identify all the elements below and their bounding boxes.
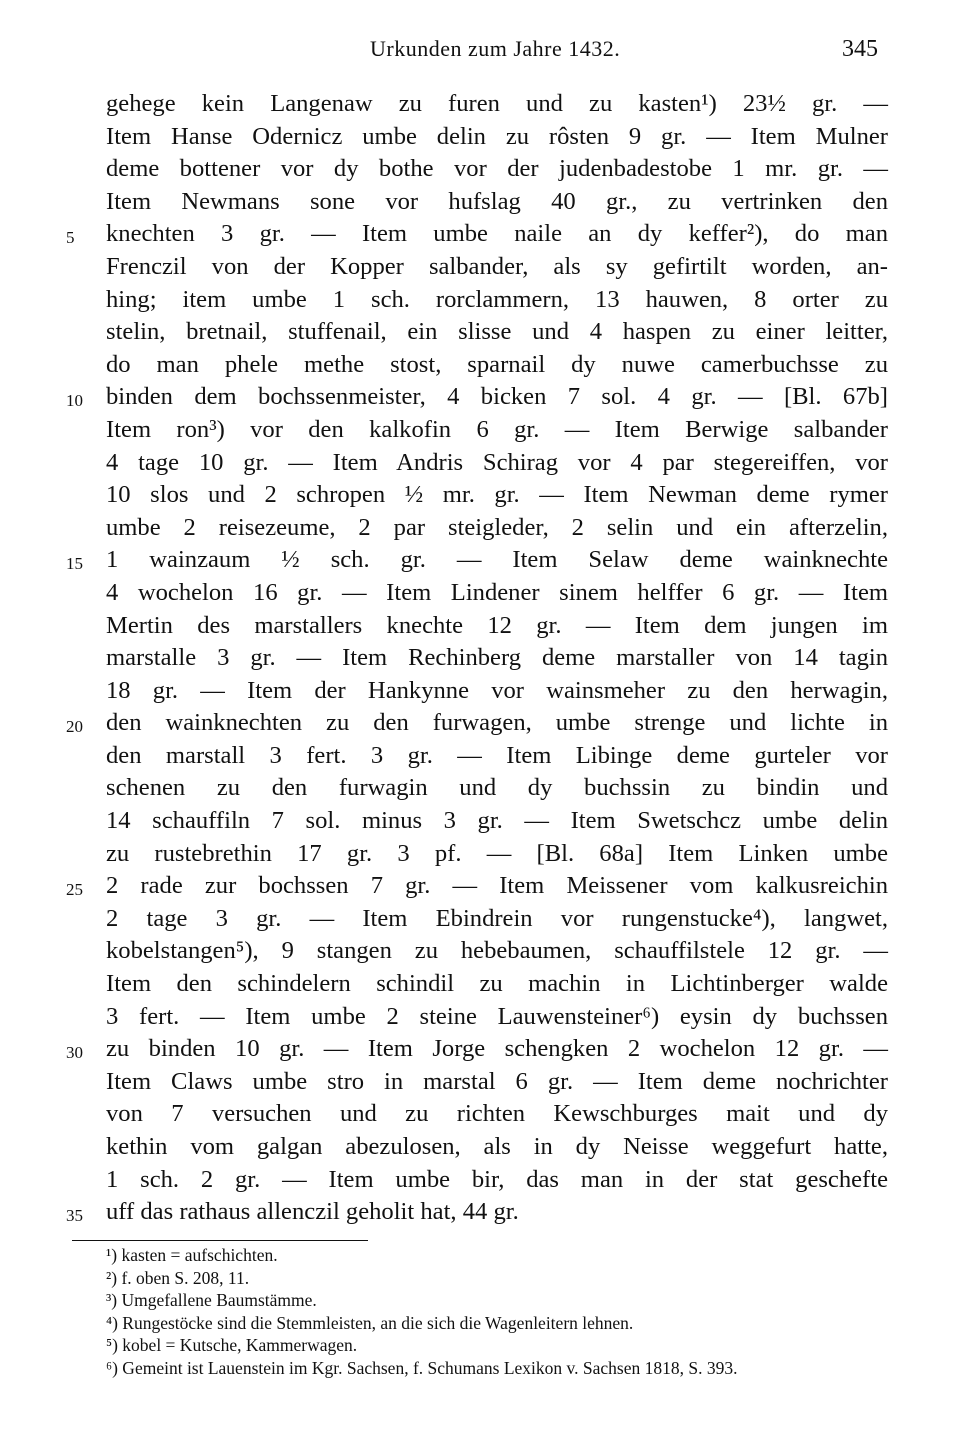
line-number: 5 bbox=[66, 228, 75, 248]
line-text: schenen zu den furwagin und dy buchssin zu bindin und bbox=[106, 774, 888, 802]
text-line bbox=[0, 186, 960, 219]
text-line bbox=[0, 447, 960, 480]
text-line bbox=[0, 479, 960, 512]
footnote: ⁶) Gemeint ist Lauenstein im Kgr. Sachsen, f. Schumans Lexikon v. Sachsen 1818, S. 393. bbox=[106, 1357, 738, 1378]
text-line bbox=[0, 740, 960, 773]
line-text: knechten 3 gr. — Item umbe naile an dy keffer²), do man bbox=[106, 220, 888, 248]
text-line bbox=[0, 1066, 960, 1099]
line-text: 1 wainzaum ½ sch. gr. — Item Selaw deme wainknechte bbox=[106, 546, 888, 574]
line-text: Item Hanse Odernicz umbe delin zu rôsten 9 gr. — Item Mulner bbox=[106, 122, 888, 150]
line-text: den marstall 3 fert. 3 gr. — Item Libinge deme gurteler vor bbox=[106, 741, 888, 769]
line-text: 18 gr. — Item der Hankynne vor wainsmeher zu den herwagin, bbox=[106, 676, 888, 704]
line-number: 20 bbox=[66, 717, 83, 737]
line-text: 14 schauffiln 7 sol. minus 3 gr. — Item Swetschcz umbe delin bbox=[106, 807, 888, 835]
line-number: 15 bbox=[66, 554, 83, 574]
text-line bbox=[0, 88, 960, 121]
text-line bbox=[0, 414, 960, 447]
text-line bbox=[0, 1164, 960, 1197]
text-line bbox=[0, 1033, 960, 1066]
footnote: ²) f. oben S. 208, 11. bbox=[106, 1267, 250, 1288]
line-text: hing; item umbe 1 sch. rorclammern, 13 hauwen, 8 orter zu bbox=[106, 285, 888, 313]
line-text: 3 fert. — Item umbe 2 steine Lauwensteiner⁶) eysin dy buchssen bbox=[106, 1002, 888, 1030]
page-header bbox=[0, 36, 960, 68]
text-line bbox=[0, 512, 960, 545]
line-text: Frenczil von der Kopper salbander, als sy gefirtilt worden, an- bbox=[106, 252, 888, 280]
page-number: 345 bbox=[842, 36, 878, 62]
line-text: 1 sch. 2 gr. — Item umbe bir, das man in der stat geschefte bbox=[106, 1165, 888, 1193]
line-text: kethin vom galgan abezulosen, als in dy Neisse weggefurt hatte, bbox=[106, 1133, 888, 1160]
text-line bbox=[0, 316, 960, 349]
text-line bbox=[0, 642, 960, 675]
text-line bbox=[0, 805, 960, 838]
text-line bbox=[0, 218, 960, 251]
line-text: 10 slos und 2 schropen ½ mr. gr. — Item Newman deme rymer bbox=[106, 481, 888, 509]
text-line bbox=[0, 968, 960, 1001]
text-line bbox=[0, 772, 960, 805]
text-line bbox=[0, 707, 960, 740]
line-text: zu binden 10 gr. — Item Jorge schengken 2 wochelon 12 gr. — bbox=[106, 1035, 888, 1063]
line-text: Item ron³) vor den kalkofin 6 gr. — Item Berwige salbander bbox=[106, 415, 888, 443]
text-line bbox=[0, 1196, 960, 1229]
line-text: kobelstangen⁵), 9 stangen zu hebebaumen, schauffilstele 12 gr. — bbox=[106, 937, 888, 965]
text-line bbox=[0, 1001, 960, 1034]
line-text: uff das rathaus allenczil geholit hat, 44 gr. bbox=[106, 1198, 519, 1226]
text-line bbox=[0, 838, 960, 871]
line-text: umbe 2 reisezeume, 2 par steigleder, 2 selin und ein afterzelin, bbox=[106, 513, 888, 541]
line-text: zu rustebrethin 17 gr. 3 pf. — [Bl. 68a] Item Linken umbe bbox=[106, 839, 888, 867]
body-text bbox=[0, 88, 960, 1229]
footnote: ⁵) kobel = Kutsche, Kammerwagen. bbox=[106, 1335, 358, 1355]
line-text: deme bottener vor dy bothe vor der judenbadestobe 1 mr. gr. — bbox=[106, 155, 888, 183]
text-line bbox=[0, 544, 960, 577]
footnotes bbox=[106, 1244, 906, 1379]
line-text: do man phele methe stost, sparnail dy nuwe camerbuchsse zu bbox=[106, 350, 888, 378]
line-text: 4 tage 10 gr. — Item Andris Schirag vor 4 par stegereiffen, vor bbox=[106, 448, 888, 476]
line-text: den wainknechten zu den furwagen, umbe strenge und lichte in bbox=[106, 709, 888, 737]
running-head: Urkunden zum Jahre 1432. bbox=[370, 36, 621, 61]
line-number: 25 bbox=[66, 880, 83, 900]
text-line bbox=[0, 381, 960, 414]
footnote: ³) Umgefallene Baumstämme. bbox=[106, 1290, 317, 1310]
line-text: stelin, bretnail, stuffenail, ein slisse und 4 haspen zu einer leitter, bbox=[106, 318, 888, 346]
text-line bbox=[0, 1131, 960, 1164]
text-line bbox=[0, 870, 960, 903]
text-line bbox=[0, 284, 960, 317]
text-line bbox=[0, 1098, 960, 1131]
text-line bbox=[0, 610, 960, 643]
line-text: Item den schindelern schindil zu machin in Lichtinberger walde bbox=[106, 970, 888, 998]
line-number: 30 bbox=[66, 1043, 83, 1063]
line-text: Item Claws umbe stro in marstal 6 gr. — Item deme nochrichter bbox=[106, 1067, 888, 1095]
text-line bbox=[0, 903, 960, 936]
line-text: 4 wochelon 16 gr. — Item Lindener sinem helffer 6 gr. — Item bbox=[106, 578, 888, 606]
line-number: 35 bbox=[66, 1206, 83, 1226]
line-text: 2 tage 3 gr. — Item Ebindrein vor rungenstucke⁴), langwet, bbox=[106, 904, 888, 932]
text-line bbox=[0, 675, 960, 708]
footnote: ¹) kasten = aufschichten. bbox=[106, 1245, 278, 1265]
text-line bbox=[0, 349, 960, 382]
text-line bbox=[0, 935, 960, 968]
line-text: 2 rade zur bochssen 7 gr. — Item Meissener vom kalkusreichin bbox=[106, 872, 888, 900]
line-text: binden dem bochssenmeister, 4 bicken 7 sol. 4 gr. — [Bl. 67b] bbox=[106, 383, 888, 411]
line-text: von 7 versuchen und zu richten Kewschburges mait und dy bbox=[106, 1100, 888, 1128]
footnote-rule bbox=[72, 1240, 368, 1241]
footnote: ⁴) Rungestöcke sind die Stemmleisten, an die sich die Wagenleitern lehnen. bbox=[106, 1312, 634, 1333]
text-line bbox=[0, 121, 960, 154]
line-number: 10 bbox=[66, 391, 83, 411]
text-line bbox=[0, 153, 960, 186]
line-text: Mertin des marstallers knechte 12 gr. — Item dem jungen im bbox=[106, 611, 888, 639]
line-text: Item Newmans sone vor hufslag 40 gr., zu vertrinken den bbox=[106, 187, 888, 215]
line-text: marstalle 3 gr. — Item Rechinberg deme marstaller von 14 tagin bbox=[106, 644, 888, 672]
text-line bbox=[0, 577, 960, 610]
line-text: gehege kein Langenaw zu furen und zu kasten¹) 23½ gr. — bbox=[106, 90, 888, 117]
text-line bbox=[0, 251, 960, 284]
